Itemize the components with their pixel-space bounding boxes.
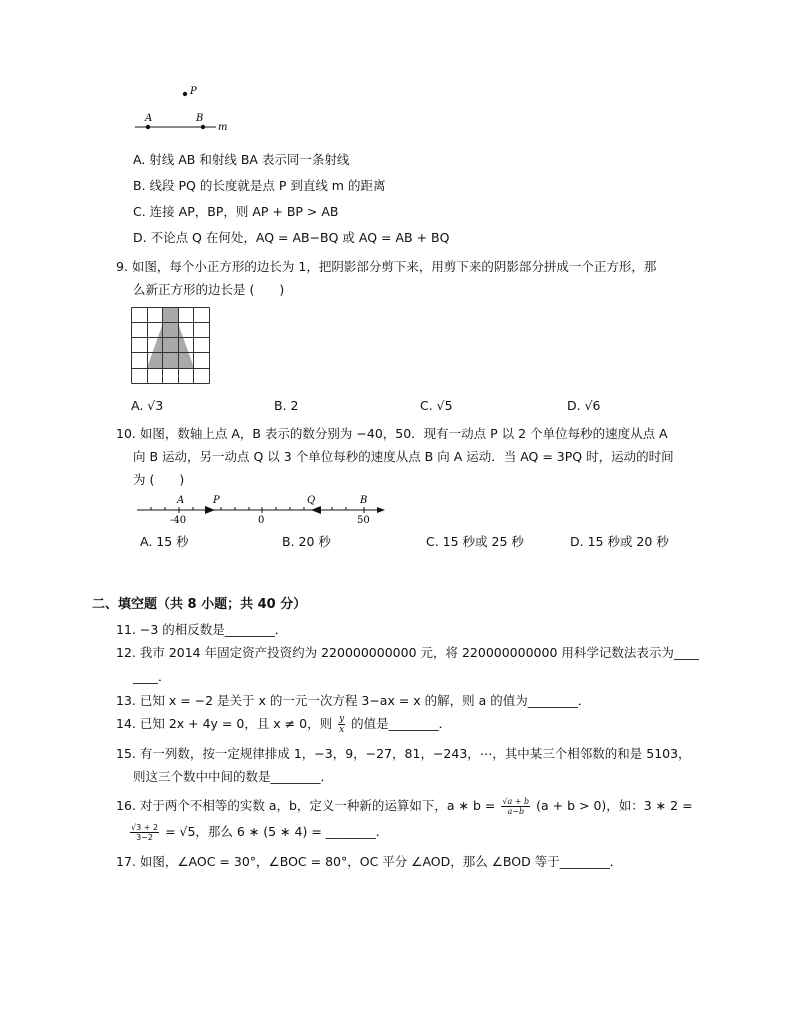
q16-frac-num: √a + b [502,797,530,806]
q16-pre: 16. 对于两个不相等的实数 a，b，定义一种新的运算如下，a ∗ b = [116,798,496,813]
ray-figure [130,82,240,134]
label-b: B [196,113,204,124]
axis-arrowhead [377,507,385,513]
q16-example-den: 3−2 [136,833,153,842]
q11: 11. −3 的相反数是________． [116,622,288,637]
q14-frac-den: x [339,725,345,735]
grid-figure [131,307,211,385]
q9-option-a: A. √3 [131,398,164,413]
label-m: m [218,122,228,133]
q15-line1: 15. 有一列数，按一定规律排成 1，−3，9，−27，81，−243，⋯，其中某三个相邻数的和是 5103， [116,746,691,761]
section-title: 二、填空题（共 8 小题；共 40 分） [92,597,307,612]
q14-fraction [338,714,345,735]
q8-option-a: A. 射线 AB 和射线 BA 表示同一条射线 [133,152,350,167]
point-a [146,125,150,129]
q16-example-fraction [130,823,159,842]
q8-option-d: D. 不论点 Q 在何处，AQ = AB−BQ 或 AQ = AB + BQ [133,230,450,245]
q16-frac-den: a−b [507,807,525,816]
q8-option-c: C. 连接 AP，BP，则 AP + BP > AB [133,204,339,219]
q9-stem-line1: 9. 如图，每个小正方形的边长为 1，把阴影部分剪下来，用剪下来的阴影部分拼成一个正方形，那 [116,259,657,274]
q9-option-c: C. √5 [420,398,453,413]
q14-frac-num: y [339,714,345,724]
q12-line2: ____． [133,669,171,684]
q8-option-b: B. 线段 PQ 的长度就是点 P 到直线 m 的距离 [133,178,386,193]
number-line-figure [135,492,390,528]
q10-stem-line2: 向 B 运动，另一动点 Q 以 3 个单位每秒的速度从点 B 向 A 运动．当 AQ = 3PQ 时，运动的时间 [133,449,674,464]
q16-line1 [116,796,693,816]
q14-pre: 14. 已知 2x + 4y = 0，且 x ≠ 0，则 [116,716,333,731]
label-p: P [190,86,197,97]
q10-option-a: A. 15 秒 [140,534,189,549]
arrow-q [311,506,321,514]
q15-line2: 则这三个数中中间的数是________． [133,769,334,784]
point-p [183,92,187,96]
q16-example-num: √3 + 2 [131,823,159,832]
point-b [201,125,205,129]
q14 [116,714,451,735]
q10-option-b: B. 20 秒 [282,534,331,549]
axis-label-b: B [360,495,368,506]
label-a: A [145,113,153,124]
q12-line1: 12. 我市 2014 年固定资产投资约为 220000000000 元，将 220000000000 用科学记数法表示为____ [116,645,699,660]
q9-option-d: D. √6 [567,398,601,413]
q9-stem-line2: 么新正方形的边长是 ( ) [133,282,285,297]
q14-post: 的值是________． [351,716,452,731]
q10-stem-line3: 为 ( ) [133,472,185,487]
axis-number-50: 50 [357,515,370,526]
q10-option-c: C. 15 秒或 25 秒 [426,534,524,549]
q9-option-b: B. 2 [274,398,299,413]
q16-post: (a + b > 0)，如：3 ∗ 2 = [536,798,693,813]
q16-fraction [501,797,530,816]
q17: 17. 如图，∠AOC = 30°，∠BOC = 80°，OC 平分 ∠AOD，那么 ∠BOD 等于________． [116,854,623,869]
q16-line2 [130,822,388,842]
arrow-p [205,506,215,514]
q13: 13. 已知 x = −2 是关于 x 的一元一次方程 3−ax = x 的解，则 a 的值为________． [116,693,591,708]
q10-stem-line1: 10. 如图，数轴上点 A，B 表示的数分别为 −40，50．现有一动点 P 以 2 个单位每秒的速度从点 A [116,426,668,441]
axis-label-p: P [213,495,220,506]
axis-number-neg40: -40 [170,515,187,526]
q16-example-post: = √5，那么 6 ∗ (5 ∗ 4) = ________． [165,824,389,839]
axis-label-a: A [177,495,185,506]
axis-label-q: Q [307,495,316,506]
q10-option-d: D. 15 秒或 20 秒 [570,534,669,549]
axis-number-0: 0 [258,515,265,526]
